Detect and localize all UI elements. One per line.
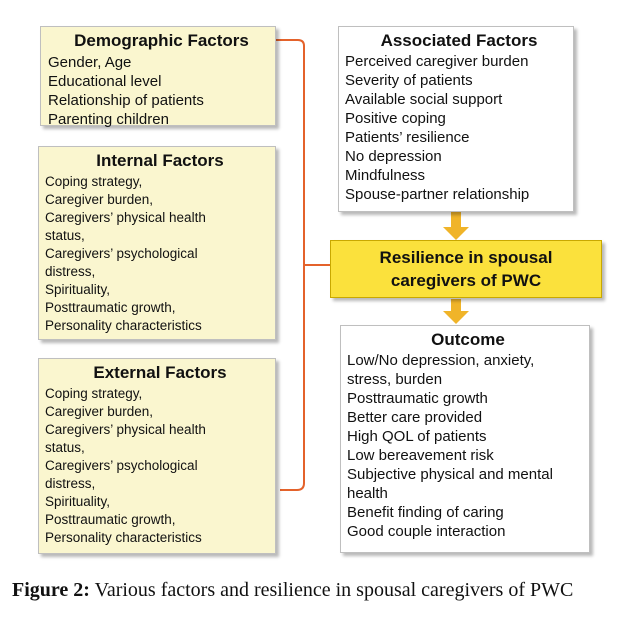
list-item: status, xyxy=(45,228,85,243)
list-item: Posttraumatic growth xyxy=(347,390,488,407)
list-item: Caregivers’ psychological xyxy=(45,458,198,473)
list-item: Coping strategy, xyxy=(45,386,143,401)
resilience-central-label: Resilience in spousal caregivers of PWC xyxy=(379,248,553,290)
list-item: Personality characteristics xyxy=(45,318,202,333)
list-item: Low/No depression, anxiety, xyxy=(347,352,535,369)
outcome-box xyxy=(340,325,590,553)
list-item: Educational level xyxy=(48,73,162,90)
internal-factors-title: Internal Factors xyxy=(96,151,224,170)
list-item: distress, xyxy=(45,264,96,279)
figure-caption xyxy=(12,578,620,603)
internal-factors-box xyxy=(38,146,276,340)
list-item: Posttraumatic growth, xyxy=(45,300,176,315)
list-item: Relationship of patients xyxy=(48,92,204,109)
list-item: Spouse-partner relationship xyxy=(345,186,530,203)
list-item: Subjective physical and mental xyxy=(347,466,553,483)
associated-factors-title: Associated Factors xyxy=(380,31,538,50)
list-item: status, xyxy=(45,440,85,455)
list-item: health xyxy=(347,485,388,502)
demographic-factors-title: Demographic Factors xyxy=(74,31,249,50)
list-item: Severity of patients xyxy=(345,72,473,89)
list-item: High QOL of patients xyxy=(347,428,487,445)
list-item: Posttraumatic growth, xyxy=(45,512,176,527)
external-factors-title: External Factors xyxy=(93,363,227,382)
list-item: Coping strategy, xyxy=(45,174,143,189)
list-item: Gender, Age xyxy=(48,54,132,71)
list-item: Available social support xyxy=(345,91,503,108)
list-item: Patients’ resilience xyxy=(345,129,470,146)
list-item: Personality characteristics xyxy=(45,530,202,545)
list-item: No depression xyxy=(345,148,442,165)
arrow-center-to-outcome xyxy=(443,299,469,324)
figure-caption-text: Various factors and resilience in spousal caregivers of PWC xyxy=(89,579,574,601)
list-item: Low bereavement risk xyxy=(347,447,494,464)
list-item: Caregiver burden, xyxy=(45,192,154,207)
list-item: Spirituality, xyxy=(45,282,111,297)
list-item: Good couple interaction xyxy=(347,523,506,540)
list-item: Parenting children xyxy=(48,111,169,128)
figure-caption-label: Figure 2: xyxy=(12,579,90,601)
list-item: Caregivers’ psychological xyxy=(45,246,198,261)
external-factors-box xyxy=(38,358,276,554)
list-item: distress, xyxy=(45,476,96,491)
resilience-central-box xyxy=(330,240,602,298)
list-item: Spirituality, xyxy=(45,494,111,509)
list-item: Benefit finding of caring xyxy=(347,504,504,521)
list-item: Positive coping xyxy=(345,110,446,127)
associated-factors-box xyxy=(338,26,574,212)
demographic-factors-box xyxy=(40,26,276,126)
list-item: Perceived caregiver burden xyxy=(345,53,529,70)
list-item: Caregiver burden, xyxy=(45,404,154,419)
list-item: Better care provided xyxy=(347,409,483,426)
arrow-associated-to-center xyxy=(443,212,469,240)
list-item: Caregivers’ physical health xyxy=(45,422,206,437)
list-item: stress, burden xyxy=(347,371,443,388)
left-bracket xyxy=(276,40,304,490)
list-item: Mindfulness xyxy=(345,167,426,184)
list-item: Caregivers’ physical health xyxy=(45,210,206,225)
outcome-title: Outcome xyxy=(431,330,505,349)
